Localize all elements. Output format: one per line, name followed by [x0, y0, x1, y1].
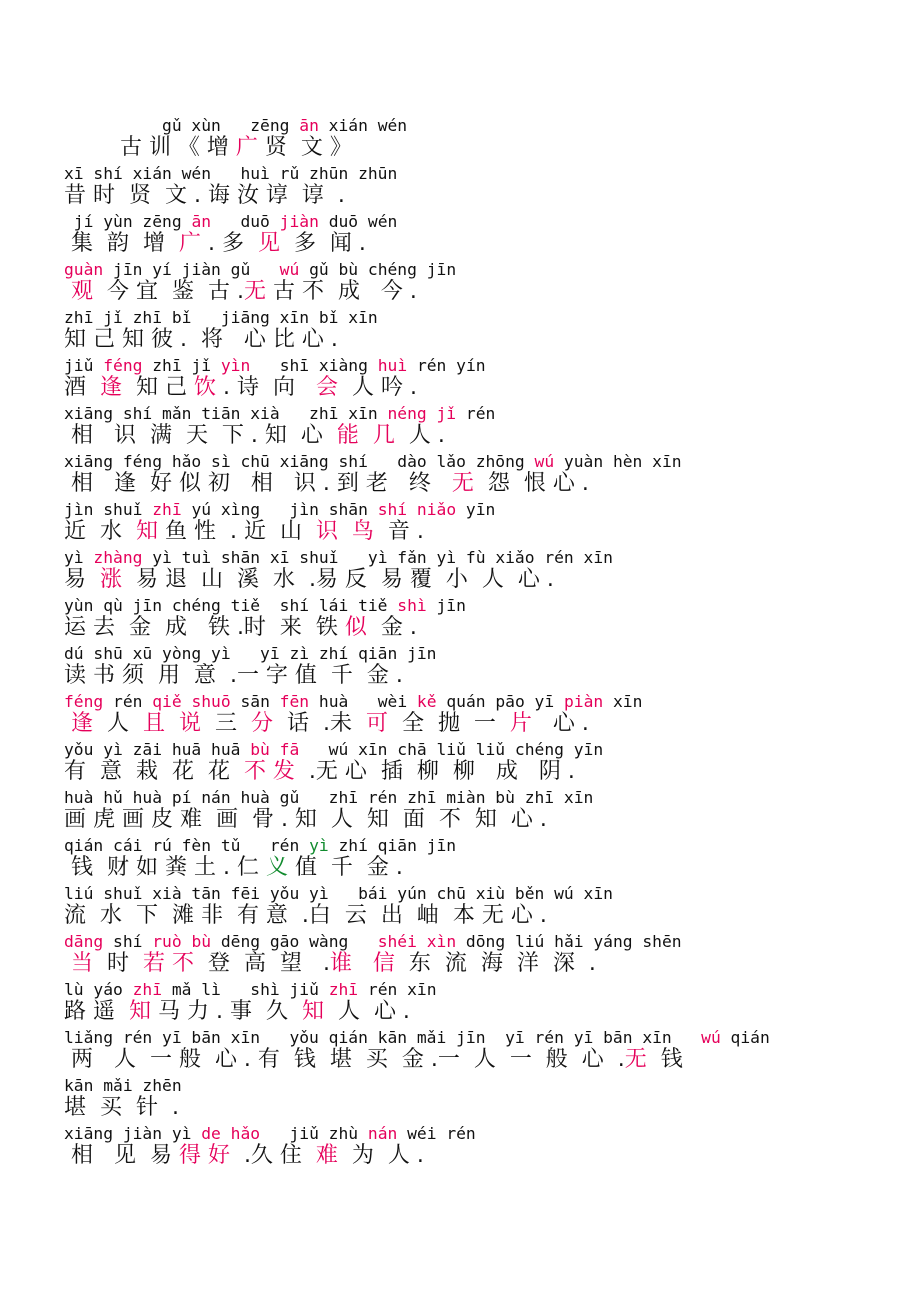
text-segment [64, 711, 71, 736]
text-segment: shī xiàng [250, 356, 378, 375]
text-segment: yì tuì shān xī shuǐ yì fǎn yì fù xiǎo rén xīn [142, 548, 613, 567]
pinyin-row [64, 548, 613, 568]
text-segment [64, 279, 71, 304]
pinyin-row [64, 644, 436, 664]
text-segment: 全 抛 一 [387, 711, 510, 736]
highlighted-text: 能 几 [336, 423, 395, 448]
highlighted-text: 涨 [100, 567, 123, 592]
verse-line [64, 500, 884, 548]
text-segment: xiāng jiàn yì [64, 1124, 202, 1143]
text-segment: duō wén [318, 212, 398, 231]
text-segment: xián wén [318, 116, 408, 135]
highlighted-text: 不 发 [243, 759, 295, 784]
highlighted-text: 见 [257, 231, 280, 256]
verse-line [64, 1124, 884, 1172]
text-segment: 钱 [646, 1047, 683, 1072]
highlighted-text: ruò bù [152, 932, 212, 951]
highlighted-text: piàn [563, 692, 604, 711]
text-segment: 鱼 性 . 近 山 [158, 519, 316, 544]
highlighted-text: 且 说 [143, 711, 201, 736]
text-segment: 集 韵 增 [64, 231, 179, 256]
hanzi-row [64, 614, 417, 642]
text-segment: 读 书 须 用 意 .一 字 值 千 金 . [64, 663, 403, 688]
text-segment: . 诗 向 [216, 375, 316, 400]
highlighted-text: zhī [132, 980, 163, 999]
verse-line [64, 548, 884, 596]
verse-line [64, 116, 884, 164]
pinyin-row [64, 932, 682, 952]
highlighted-text: 逢 [100, 375, 123, 400]
hanzi-row [64, 182, 345, 210]
text-segment: 金 . [366, 615, 417, 640]
highlighted-text: 知 [301, 999, 324, 1024]
highlighted-text: 广 [235, 135, 258, 160]
text-segment: duō [211, 212, 280, 231]
text-segment [64, 951, 71, 976]
pinyin-row [64, 308, 378, 328]
verse-line [64, 836, 884, 884]
text-segment: 值 千 金 . [287, 855, 403, 880]
text-segment: 登 高 望 . [194, 951, 330, 976]
text-segment: 音 . [373, 519, 424, 544]
text-segment: kān mǎi zhēn [64, 1076, 182, 1095]
text-segment: rén xīn [358, 980, 437, 999]
text-segment: 马 力 . 事 久 [151, 999, 302, 1024]
text-segment: gǔ xùn zēng [64, 116, 300, 135]
highlighted-text: 无 [451, 471, 474, 496]
highlighted-text: yì [309, 836, 329, 855]
highlighted-text: néng jǐ [387, 404, 457, 423]
pinyin-row [64, 164, 397, 184]
highlighted-text: 广 [178, 231, 201, 256]
text-segment: zhī jǐ [142, 356, 221, 375]
text-segment: liǎng rén yī bān xīn yǒu qián kān mǎi jīn yī rén yī bān xīn [64, 1028, 702, 1047]
text-segment: jí yùn zēng [64, 212, 192, 231]
verse-line [64, 932, 884, 980]
text-segment: 古 不 成 今 . [265, 279, 417, 304]
text-segment: . 多 [200, 231, 258, 256]
highlighted-text: 得 好 [178, 1143, 230, 1168]
pinyin-row [64, 500, 495, 520]
highlighted-text: 知 [135, 519, 158, 544]
text-segment: wéi rén [397, 1124, 476, 1143]
text-segment: 心 . [531, 711, 589, 736]
text-segment: jiǔ [64, 356, 104, 375]
highlighted-text: ān [299, 116, 319, 135]
highlighted-text: zhàng [93, 548, 143, 567]
pinyin-row [64, 740, 603, 760]
text-segment: 为 人 . [337, 1143, 424, 1168]
text-segment: 时 [93, 951, 143, 976]
hanzi-row [64, 230, 366, 258]
verse-line [64, 788, 884, 836]
verse-line [64, 980, 884, 1028]
highlighted-text: zhī [152, 500, 182, 519]
text-segment: quán pāo yī [436, 692, 564, 711]
hanzi-row [64, 662, 403, 690]
text-segment: qián cái rú fèn tǔ rén [64, 836, 310, 855]
highlighted-text: wú [701, 1028, 721, 1047]
text-segment: .久 住 [229, 1143, 316, 1168]
hanzi-row [64, 470, 589, 498]
highlighted-text: shéi xìn [377, 932, 457, 951]
text-segment: 相 见 易 [64, 1143, 179, 1168]
highlighted-text: 义 [265, 855, 288, 880]
text-segment: 运 去 金 成 铁 .时 来 铁 [64, 615, 345, 640]
verse-line [64, 1076, 884, 1124]
verse-line [64, 356, 884, 404]
pinyin-row [64, 452, 682, 472]
highlighted-text: wú [279, 260, 300, 279]
text-segment: 画 虎 画 皮 难 画 骨 . 知 人 知 面 不 知 心 . [64, 807, 547, 832]
text-segment: dōng liú hǎi yáng shēn [456, 932, 682, 951]
hanzi-row [64, 134, 352, 162]
text-segment: 多 闻 . [279, 231, 366, 256]
hanzi-row [64, 950, 596, 978]
highlighted-text: fēn [279, 692, 310, 711]
highlighted-text: yìn [220, 356, 251, 375]
pinyin-row [64, 1028, 770, 1048]
highlighted-text: 难 [315, 1143, 338, 1168]
text-segment: 话 .未 [273, 711, 366, 736]
pinyin-row [64, 1124, 476, 1144]
text-segment: lù yáo [64, 980, 133, 999]
text-segment: wú xīn chā liǔ liǔ chéng yīn [299, 740, 604, 759]
text-segment: sān [230, 692, 280, 711]
text-segment: 路 遥 [64, 999, 129, 1024]
hanzi-row [64, 806, 547, 834]
text-segment: rén [103, 692, 153, 711]
hanzi-row [64, 278, 417, 306]
hanzi-row [64, 854, 403, 882]
highlighted-text: féng [64, 692, 104, 711]
text-segment: 古 训 《 增 [64, 135, 236, 160]
pinyin-row [64, 884, 613, 904]
highlighted-text: kě [416, 692, 437, 711]
text-segment: xī shí xián wén huì rǔ zhūn zhūn [64, 164, 398, 183]
text-segment: zhí qiān jīn [328, 836, 457, 855]
text-segment: 贤 文 》 [257, 135, 352, 160]
highlighted-text: 会 [315, 375, 338, 400]
pinyin-row [64, 116, 407, 136]
text-segment: huà hǔ huà pí nán huà gǔ zhī rén zhī miàn bù zhī xīn [64, 788, 594, 807]
text-segment: 人 心 . [323, 999, 410, 1024]
text-segment: xiāng shí mǎn tiān xià zhī xīn [64, 404, 388, 423]
text-segment: xiāng féng hǎo sì chū xiāng shí dào lǎo zhōng [64, 452, 535, 471]
highlighted-text: shí niǎo [377, 500, 457, 519]
text-segment: 易 退 山 溪 水 .易 反 易 覆 小 人 心 . [122, 567, 554, 592]
text-segment: yì [64, 548, 94, 567]
text-segment: jīn [426, 596, 466, 615]
highlighted-text: 似 [344, 615, 367, 640]
pinyin-row [64, 836, 456, 856]
text-segment: 有 意 栽 花 花 [64, 759, 244, 784]
text-segment: yǒu yì zāi huā huā [64, 740, 251, 759]
text-segment: mǎ lì shì jiǔ [162, 980, 329, 999]
hanzi-row [64, 422, 445, 450]
text-segment: 近 水 [64, 519, 136, 544]
hanzi-row [64, 902, 547, 930]
text-segment: 易 [64, 567, 100, 592]
text-segment: rén yín [407, 356, 486, 375]
highlighted-text: 分 [250, 711, 273, 736]
pinyin-row [64, 404, 495, 424]
verse-line [64, 1028, 884, 1076]
hanzi-row [64, 566, 554, 594]
text-segment: 东 流 海 洋 深 . [394, 951, 596, 976]
highlighted-text: 片 [509, 711, 532, 736]
highlighted-text: 识 鸟 [315, 519, 374, 544]
hanzi-row [64, 1142, 424, 1170]
text-segment: yuàn hèn xīn [554, 452, 682, 471]
hanzi-row [64, 518, 424, 546]
highlighted-text: féng [103, 356, 143, 375]
text-segment: jìn shuǐ [64, 500, 153, 519]
text-segment: 人 . [394, 423, 445, 448]
highlighted-text: dāng [64, 932, 104, 951]
pinyin-row [64, 596, 466, 616]
text-segment: 今 宜 鉴 古 . [93, 279, 244, 304]
verse-line [64, 692, 884, 740]
verse-line [64, 404, 884, 452]
pinyin-row [64, 980, 437, 1000]
text-segment: liú shuǐ xià tān fēi yǒu yì bái yún chū xiù běn wú xīn [64, 884, 613, 903]
hanzi-row [64, 710, 589, 738]
highlighted-text: zhī [328, 980, 359, 999]
text-segment: dú shū xū yòng yì yī zì zhí qiān jīn [64, 644, 437, 663]
hanzi-row [64, 374, 417, 402]
hanzi-row [64, 758, 575, 786]
pinyin-row [64, 260, 456, 280]
highlighted-text: huì [377, 356, 408, 375]
text-segment: xīn [603, 692, 643, 711]
text-segment: 堪 买 针 . [64, 1095, 179, 1120]
pinyin-row [64, 788, 593, 808]
highlighted-text: wú [534, 452, 555, 471]
text-segment: yīn [456, 500, 496, 519]
verse-line [64, 740, 884, 788]
text-segment: 相 逢 好 似 初 相 识 . 到 老 终 [64, 471, 452, 496]
text-segment: 知 己 知 彼 . 将 心 比 心 . [64, 327, 338, 352]
highlighted-text: 逢 [71, 711, 94, 736]
pinyin-row [64, 212, 397, 232]
highlighted-text: nán [367, 1124, 398, 1143]
text-segment: jiǔ zhù [260, 1124, 368, 1143]
text-segment: 流 水 下 滩 非 有 意 .白 云 出 岫 本 无 心 . [64, 903, 547, 928]
text-segment: rén [456, 404, 496, 423]
highlighted-text: jiàn [279, 212, 319, 231]
hanzi-row [64, 1046, 683, 1074]
text-segment: yú xìng jìn shān [181, 500, 378, 519]
text-segment: 人 吟 . [337, 375, 417, 400]
hanzi-row [64, 1094, 179, 1122]
pinyin-row [64, 692, 642, 712]
verse-line [64, 212, 884, 260]
text-segment: 人 [93, 711, 143, 736]
text-segment: huà wèi [309, 692, 417, 711]
highlighted-text: bù fā [250, 740, 300, 759]
text-segment: gǔ bù chéng jīn [299, 260, 457, 279]
pinyin-row [64, 1076, 182, 1096]
verse-line [64, 260, 884, 308]
text-segment: 怨 恨 心 . [473, 471, 589, 496]
text-segment: jīn yí jiàn gǔ [103, 260, 280, 279]
verse-line [64, 596, 884, 644]
text-segment: 钱 财 如 粪 土 . 仁 [64, 855, 266, 880]
verse-line [64, 164, 884, 212]
verse-line [64, 644, 884, 692]
highlighted-text: 谁 信 [329, 951, 395, 976]
highlighted-text: shì [397, 596, 427, 615]
text-segment: 知 己 [122, 375, 194, 400]
text-segment: 两 人 一 般 心 . 有 钱 堪 买 金 .一 人 一 般 心 . [64, 1047, 625, 1072]
highlighted-text: 若 不 [143, 951, 194, 976]
hanzi-row [64, 998, 410, 1026]
text-segment: .无 心 插 柳 柳 成 阴 . [294, 759, 575, 784]
highlighted-text: qiě shuō [152, 692, 231, 711]
pinyin-row [64, 356, 486, 376]
text-segment: yùn qù jīn chéng tiě shí lái tiě [64, 596, 398, 615]
verse-line [64, 308, 884, 356]
highlighted-text: 无 [624, 1047, 647, 1072]
highlighted-text: 饮 [194, 375, 217, 400]
highlighted-text: ān [191, 212, 212, 231]
text-segment: shí [103, 932, 153, 951]
highlighted-text: 知 [128, 999, 151, 1024]
highlighted-text: guàn [64, 260, 104, 279]
highlighted-text: 当 [71, 951, 94, 976]
highlighted-text: 无 [243, 279, 266, 304]
verse-line [64, 452, 884, 500]
text-segment: 相 识 满 天 下 . 知 心 [64, 423, 337, 448]
hanzi-row [64, 326, 338, 354]
text-segment: 昔 时 贤 文 . 诲 汝 谆 谆 . [64, 183, 345, 208]
verse-line [64, 884, 884, 932]
highlighted-text: 可 [365, 711, 388, 736]
text-segment: 三 [201, 711, 251, 736]
text-segment: qián [720, 1028, 770, 1047]
text-segment: 酒 [64, 375, 100, 400]
highlighted-text: 观 [71, 279, 94, 304]
text-segment: zhī jǐ zhī bǐ jiāng xīn bǐ xīn [64, 308, 378, 327]
text-segment: dēng gāo wàng [211, 932, 378, 951]
highlighted-text: de hǎo [201, 1124, 261, 1143]
